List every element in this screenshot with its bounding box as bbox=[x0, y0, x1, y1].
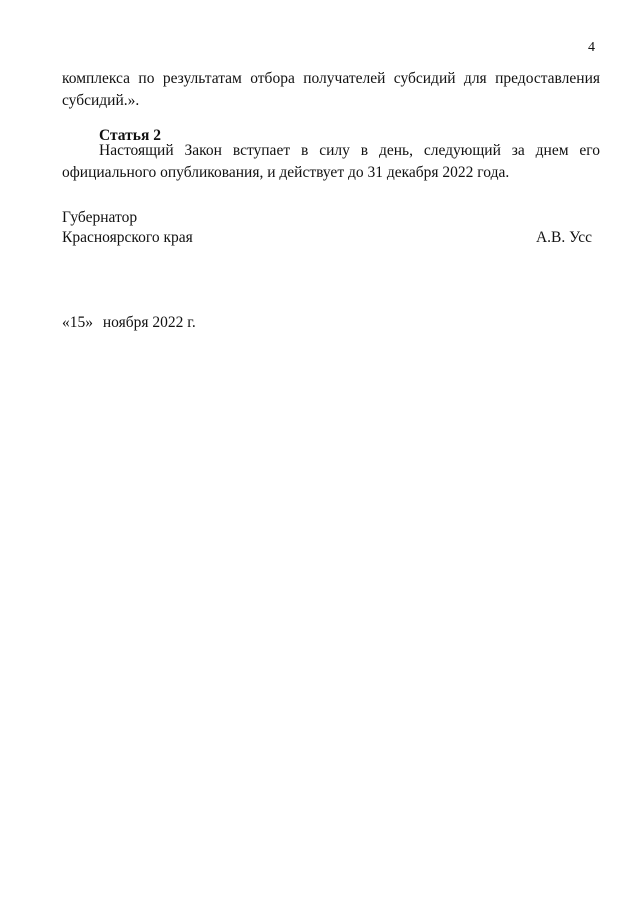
signing-date bbox=[62, 314, 196, 332]
paragraph-line: субсидий.». bbox=[62, 92, 140, 109]
signature-block bbox=[62, 208, 592, 248]
signer-position: Губернатор bbox=[62, 209, 138, 226]
signature-row bbox=[62, 228, 592, 248]
article-body bbox=[62, 140, 600, 184]
article-line: Настоящий Закон вступает в силу в день, следующий за днем его bbox=[99, 142, 600, 159]
date-rest: ноября 2022 г. bbox=[102, 314, 196, 331]
signer-name: А.В. Усс bbox=[535, 229, 592, 246]
article-title: Статья 2 bbox=[99, 127, 161, 144]
article-line: официального опубликования, и действует до 31 декабря 2022 года. bbox=[62, 164, 510, 181]
date-day: «15» bbox=[62, 314, 93, 331]
signer-region: Красноярского края bbox=[62, 229, 193, 246]
paragraph-line: комплекса по результатам отбора получателей субсидий для предоставления bbox=[62, 70, 600, 87]
paragraph-continuation bbox=[62, 68, 600, 112]
page-number: 4 bbox=[588, 40, 595, 55]
